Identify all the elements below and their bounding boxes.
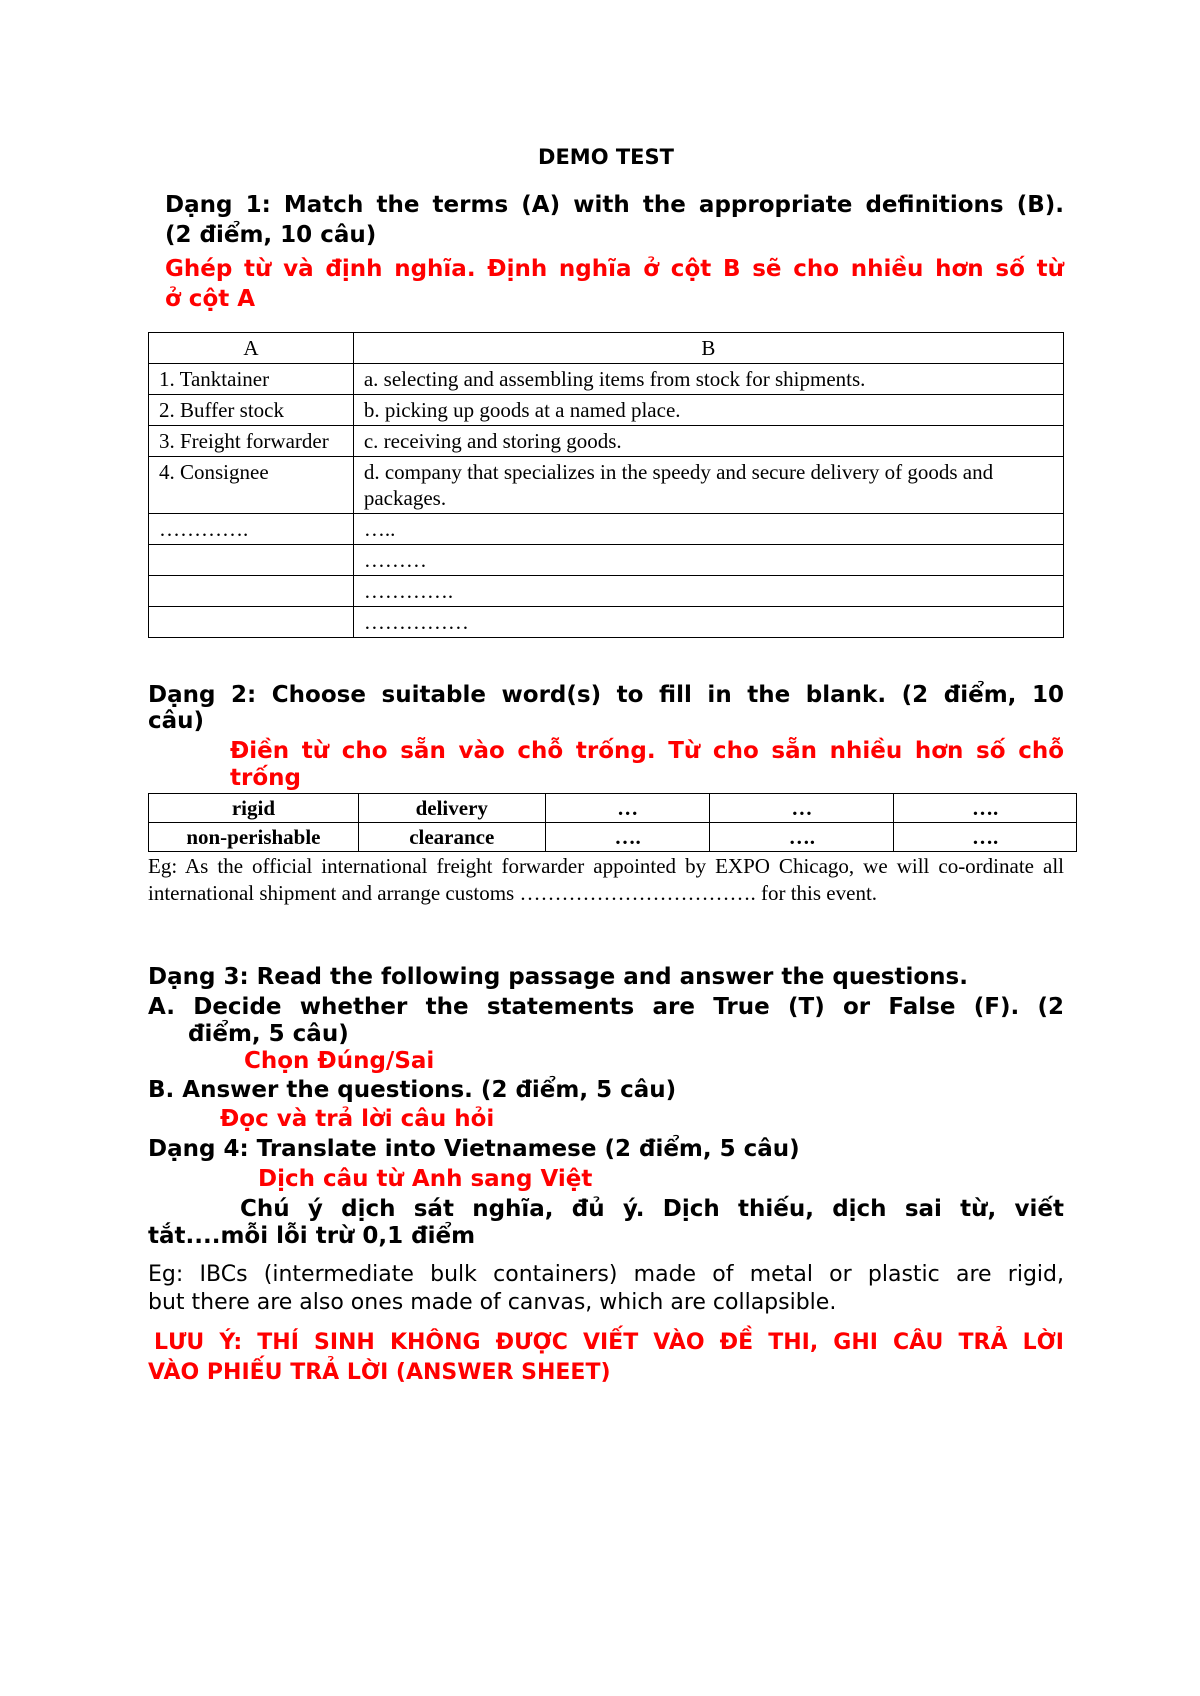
part3-a-line2: điểm, 5 câu) [188,1021,349,1047]
part1-heading-line1: Dạng 1: Match the terms (A) with the appropriate definitions (B). [165,192,1064,218]
word-cell: delivery [358,794,545,823]
part4-example-line2: but there are also ones made of canvas, which are collapsible. [148,1290,837,1315]
definition-cell: ……… [353,545,1063,576]
word-bank-table [148,793,1077,852]
column-header-a: A [149,333,354,364]
part3-section [148,962,1064,1134]
term-cell [149,607,354,638]
part1-heading [165,190,1064,314]
part4-heading: Dạng 4: Translate into Vietnamese (2 điểm, 5 câu) [148,1136,800,1162]
part4-example-line1: Eg: IBCs (intermediate bulk containers) made of metal or plastic are rigid, [148,1262,1064,1287]
word-cell: … [710,794,894,823]
definition-cell: ….. [353,514,1063,545]
warning-line1: LƯU Ý: THÍ SINH KHÔNG ĐƯỢC VIẾT VÀO ĐỀ THI, GHI CÂU TRẢ LỜI [154,1330,1064,1355]
part1-instruction-line1: Ghép từ và định nghĩa. Định nghĩa ở cột B sẽ cho nhiều hơn số từ [165,256,1064,282]
part3-a-instruction: Chọn Đúng/Sai [244,1048,435,1074]
definition-cell: …………… [353,607,1063,638]
part3-b-line: B. Answer the questions. (2 điểm, 5 câu) [148,1077,677,1103]
warning-line2: VÀO PHIẾU TRẢ LỜI (ANSWER SHEET) [148,1360,611,1385]
page-title: DEMO TEST [538,145,674,169]
term-cell: 1. Tanktainer [149,364,354,395]
word-cell: … [545,794,710,823]
term-cell: …………. [149,514,354,545]
term-cell: 3. Freight forwarder [149,426,354,457]
word-cell: …. [545,823,710,852]
table-header-row [149,333,1064,364]
table-row [149,576,1064,607]
word-cell: rigid [149,794,359,823]
word-cell: non-perishable [149,823,359,852]
part4-note-line2: tắt....mỗi lỗi trừ 0,1 điểm [148,1223,476,1249]
part2-heading-line1: Dạng 2: Choose suitable word(s) to fill in the blank. (2 điểm, 10 [148,682,1064,708]
matching-table [148,332,1064,638]
part4-section [148,1134,1064,1317]
table-row [149,457,1064,514]
table-row [149,607,1064,638]
part3-heading: Dạng 3: Read the following passage and answer the questions. [148,964,968,990]
word-bank-row [149,823,1077,852]
word-cell: …. [710,823,894,852]
word-cell: clearance [358,823,545,852]
term-cell: 4. Consignee [149,457,354,514]
term-cell [149,545,354,576]
word-cell: …. [894,794,1077,823]
part3-b-instruction: Đọc và trả lời câu hỏi [220,1106,495,1132]
warning-note [148,1328,1064,1388]
part4-note-line1: Chú ý dịch sát nghĩa, đủ ý. Dịch thiếu, dịch sai từ, viết [240,1196,1064,1222]
part2-heading-line2: câu) [148,708,205,734]
column-header-b: B [353,333,1063,364]
part2-instruction-line1: Điền từ cho sẵn vào chỗ trống. Từ cho sẵn nhiều hơn số chỗ [230,738,1064,764]
part2-heading [148,680,1064,732]
part1-heading-line2: (2 điểm, 10 câu) [165,222,377,248]
part3-a-line1: A. Decide whether the statements are True (T) or False (F). (2 [148,994,1064,1020]
table-row [149,514,1064,545]
definition-cell: c. receiving and storing goods. [353,426,1063,457]
part2-example: Eg: As the official international freight forwarder appointed by EXPO Chicago, we will co-ordinate all international shipment and arrange customs ……………………………. for this event. [148,854,1064,905]
part1-instruction-line2: ở cột A [165,286,256,312]
word-bank-row [149,794,1077,823]
definition-cell: a. selecting and assembling items from stock for shipments. [353,364,1063,395]
table-row [149,395,1064,426]
definition-cell: d. company that specializes in the speedy and secure delivery of goods and packages. [353,457,1063,514]
table-row [149,364,1064,395]
table-row [149,426,1064,457]
term-cell: 2. Buffer stock [149,395,354,426]
word-cell: …. [894,823,1077,852]
part2-instruction-line2: trống [230,765,301,791]
part2-instruction [230,736,1064,790]
part4-instruction: Dịch câu từ Anh sang Việt [258,1166,593,1192]
table-row [149,545,1064,576]
definition-cell: …………. [353,576,1063,607]
term-cell [149,576,354,607]
definition-cell: b. picking up goods at a named place. [353,395,1063,426]
